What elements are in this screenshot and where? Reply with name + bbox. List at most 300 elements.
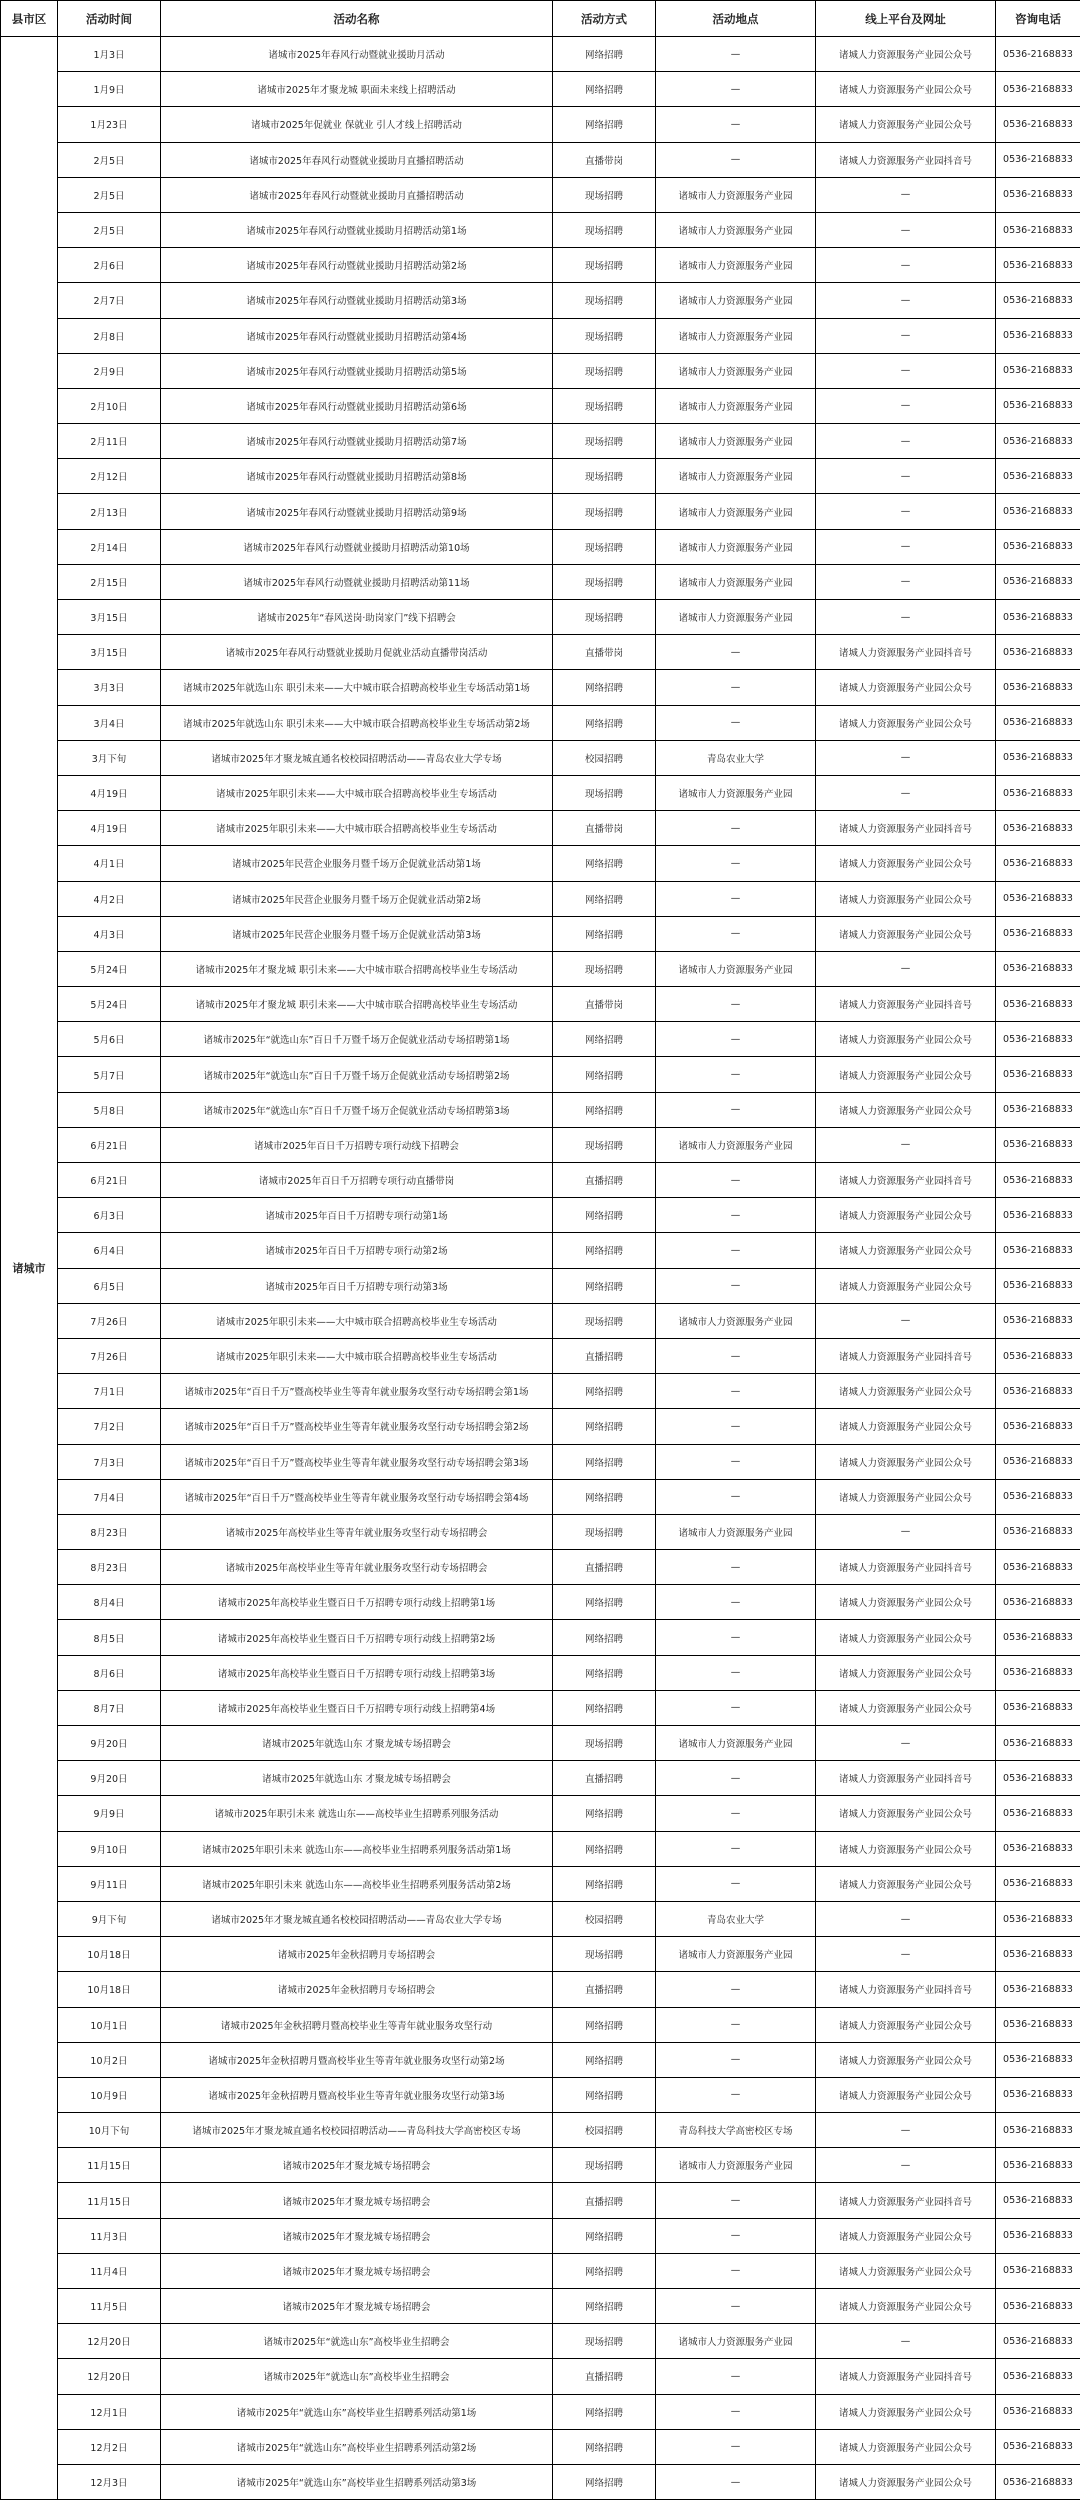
table-row bbox=[1, 1796, 1080, 1831]
cell-time: 3月4日 bbox=[58, 705, 161, 740]
table-row bbox=[1, 705, 1080, 740]
cell-platform: 诸城人力资源服务产业园公众号 bbox=[816, 2289, 996, 2324]
table-row bbox=[1, 1972, 1080, 2007]
table-row bbox=[1, 600, 1080, 635]
cell-method: 网络招聘 bbox=[553, 1092, 656, 1127]
cell-name: 诸城市2025年“就选山东”高校毕业生招聘系列活动第1场 bbox=[161, 2394, 553, 2429]
table-row bbox=[1, 670, 1080, 705]
cell-name: 诸城市2025年才聚龙城直通名校校园招聘活动——青岛农业大学专场 bbox=[161, 740, 553, 775]
cell-phone: 0536-2168833 bbox=[996, 564, 1080, 599]
table-row bbox=[1, 740, 1080, 775]
table-row bbox=[1, 2324, 1080, 2359]
cell-location: 诸城市人力资源服务产业园 bbox=[656, 600, 816, 635]
cell-phone: 0536-2168833 bbox=[996, 2359, 1080, 2394]
cell-method: 现场招聘 bbox=[553, 459, 656, 494]
table-row bbox=[1, 846, 1080, 881]
cell-time: 12月3日 bbox=[58, 2464, 161, 2499]
cell-location: — bbox=[656, 2289, 816, 2324]
cell-time: 8月7日 bbox=[58, 1690, 161, 1725]
cell-location: — bbox=[656, 1338, 816, 1373]
cell-platform: 诸城人力资源服务产业园公众号 bbox=[816, 1866, 996, 1901]
cell-method: 网络招聘 bbox=[553, 1409, 656, 1444]
cell-platform: — bbox=[816, 212, 996, 247]
cell-location: — bbox=[656, 987, 816, 1022]
cell-method: 直播带岗 bbox=[553, 635, 656, 670]
cell-platform: — bbox=[816, 1937, 996, 1972]
table-row bbox=[1, 107, 1080, 142]
cell-time: 3月3日 bbox=[58, 670, 161, 705]
cell-platform: — bbox=[816, 1901, 996, 1936]
cell-phone: 0536-2168833 bbox=[996, 775, 1080, 810]
cell-time: 2月13日 bbox=[58, 494, 161, 529]
table-row bbox=[1, 1303, 1080, 1338]
cell-phone: 0536-2168833 bbox=[996, 1268, 1080, 1303]
cell-platform: 诸城人力资源服务产业园公众号 bbox=[816, 2394, 996, 2429]
header-name: 活动名称 bbox=[161, 1, 553, 37]
cell-location: 诸城市人力资源服务产业园 bbox=[656, 283, 816, 318]
cell-location: — bbox=[656, 1409, 816, 1444]
table-row bbox=[1, 1620, 1080, 1655]
cell-location: — bbox=[656, 107, 816, 142]
cell-platform: 诸城人力资源服务产业园公众号 bbox=[816, 670, 996, 705]
cell-location: — bbox=[656, 1233, 816, 1268]
cell-time: 11月5日 bbox=[58, 2289, 161, 2324]
table-row bbox=[1, 529, 1080, 564]
cell-location: — bbox=[656, 2464, 816, 2499]
cell-name: 诸城市2025年高校毕业生暨百日千万招聘专项行动线上招聘第3场 bbox=[161, 1655, 553, 1690]
cell-name: 诸城市2025年“春风送岗·助岗家门”线下招聘会 bbox=[161, 600, 553, 635]
cell-time: 8月23日 bbox=[58, 1550, 161, 1585]
cell-method: 现场招聘 bbox=[553, 951, 656, 986]
cell-platform: — bbox=[816, 248, 996, 283]
cell-method: 现场招聘 bbox=[553, 2324, 656, 2359]
cell-method: 网络招聘 bbox=[553, 670, 656, 705]
cell-location: 诸城市人力资源服务产业园 bbox=[656, 2324, 816, 2359]
cell-location: 诸城市人力资源服务产业园 bbox=[656, 318, 816, 353]
table-row bbox=[1, 2183, 1080, 2218]
cell-location: — bbox=[656, 1690, 816, 1725]
cell-time: 2月15日 bbox=[58, 564, 161, 599]
cell-time: 2月14日 bbox=[58, 529, 161, 564]
cell-phone: 0536-2168833 bbox=[996, 1092, 1080, 1127]
cell-platform: — bbox=[816, 529, 996, 564]
cell-location: — bbox=[656, 2218, 816, 2253]
cell-location: 诸城市人力资源服务产业园 bbox=[656, 1303, 816, 1338]
cell-method: 直播带岗 bbox=[553, 142, 656, 177]
cell-time: 4月1日 bbox=[58, 846, 161, 881]
cell-name: 诸城市2025年高校毕业生暨百日千万招聘专项行动线上招聘第2场 bbox=[161, 1620, 553, 1655]
cell-method: 现场招聘 bbox=[553, 775, 656, 810]
cell-time: 5月24日 bbox=[58, 987, 161, 1022]
cell-time: 4月3日 bbox=[58, 916, 161, 951]
cell-method: 直播带岗 bbox=[553, 987, 656, 1022]
cell-phone: 0536-2168833 bbox=[996, 2394, 1080, 2429]
cell-platform: 诸城人力资源服务产业园公众号 bbox=[816, 2464, 996, 2499]
table-row bbox=[1, 72, 1080, 107]
cell-method: 网络招聘 bbox=[553, 2289, 656, 2324]
cell-location: 诸城市人力资源服务产业园 bbox=[656, 494, 816, 529]
cell-location: — bbox=[656, 1831, 816, 1866]
cell-name: 诸城市2025年民营企业服务月暨千场万企促就业活动第3场 bbox=[161, 916, 553, 951]
cell-location: 青岛农业大学 bbox=[656, 1901, 816, 1936]
cell-platform: 诸城人力资源服务产业园抖音号 bbox=[816, 2183, 996, 2218]
cell-platform: — bbox=[816, 600, 996, 635]
table-row bbox=[1, 248, 1080, 283]
cell-platform: 诸城人力资源服务产业园公众号 bbox=[816, 37, 996, 72]
cell-method: 网络招聘 bbox=[553, 2218, 656, 2253]
cell-location: — bbox=[656, 1268, 816, 1303]
cell-time: 10月18日 bbox=[58, 1972, 161, 2007]
cell-phone: 0536-2168833 bbox=[996, 2113, 1080, 2148]
cell-method: 现场招聘 bbox=[553, 283, 656, 318]
cell-time: 10月1日 bbox=[58, 2007, 161, 2042]
cell-platform: — bbox=[816, 775, 996, 810]
cell-method: 网络招聘 bbox=[553, 2042, 656, 2077]
cell-location: — bbox=[656, 2077, 816, 2112]
cell-platform: — bbox=[816, 951, 996, 986]
cell-platform: — bbox=[816, 740, 996, 775]
cell-phone: 0536-2168833 bbox=[996, 1338, 1080, 1373]
cell-platform: 诸城人力资源服务产业园抖音号 bbox=[816, 987, 996, 1022]
cell-name: 诸城市2025年春风行动暨就业援助月招聘活动第6场 bbox=[161, 388, 553, 423]
cell-phone: 0536-2168833 bbox=[996, 2289, 1080, 2324]
cell-phone: 0536-2168833 bbox=[996, 424, 1080, 459]
cell-method: 校园招聘 bbox=[553, 2113, 656, 2148]
table-row bbox=[1, 635, 1080, 670]
cell-phone: 0536-2168833 bbox=[996, 2218, 1080, 2253]
cell-phone: 0536-2168833 bbox=[996, 635, 1080, 670]
cell-time: 12月1日 bbox=[58, 2394, 161, 2429]
cell-time: 8月4日 bbox=[58, 1585, 161, 1620]
cell-platform: — bbox=[816, 459, 996, 494]
cell-location: — bbox=[656, 635, 816, 670]
cell-time: 9月11日 bbox=[58, 1866, 161, 1901]
cell-name: 诸城市2025年百日千万招聘专项行动第1场 bbox=[161, 1198, 553, 1233]
cell-method: 网络招聘 bbox=[553, 1022, 656, 1057]
cell-time: 5月7日 bbox=[58, 1057, 161, 1092]
cell-method: 直播招聘 bbox=[553, 1163, 656, 1198]
cell-time: 5月8日 bbox=[58, 1092, 161, 1127]
cell-method: 现场招聘 bbox=[553, 1726, 656, 1761]
table-row bbox=[1, 1901, 1080, 1936]
cell-name: 诸城市2025年百日千万招聘专项行动第3场 bbox=[161, 1268, 553, 1303]
cell-method: 直播招聘 bbox=[553, 1972, 656, 2007]
cell-method: 现场招聘 bbox=[553, 1127, 656, 1162]
cell-name: 诸城市2025年职引未来——大中城市联合招聘高校毕业生专场活动 bbox=[161, 1338, 553, 1373]
cell-phone: 0536-2168833 bbox=[996, 388, 1080, 423]
cell-name: 诸城市2025年就选山东 才聚龙城专场招聘会 bbox=[161, 1726, 553, 1761]
cell-time: 7月1日 bbox=[58, 1374, 161, 1409]
cell-name: 诸城市2025年职引未来——大中城市联合招聘高校毕业生专场活动 bbox=[161, 811, 553, 846]
cell-phone: 0536-2168833 bbox=[996, 987, 1080, 1022]
table-row bbox=[1, 1866, 1080, 1901]
cell-name: 诸城市2025年“就选山东”高校毕业生招聘会 bbox=[161, 2324, 553, 2359]
cell-platform: — bbox=[816, 564, 996, 599]
cell-phone: 0536-2168833 bbox=[996, 2429, 1080, 2464]
cell-method: 现场招聘 bbox=[553, 564, 656, 599]
cell-phone: 0536-2168833 bbox=[996, 2077, 1080, 2112]
cell-location: — bbox=[656, 2253, 816, 2288]
cell-platform: 诸城人力资源服务产业园公众号 bbox=[816, 1057, 996, 1092]
cell-name: 诸城市2025年“百日千万”暨高校毕业生等青年就业服务攻坚行动专场招聘会第3场 bbox=[161, 1444, 553, 1479]
cell-method: 现场招聘 bbox=[553, 212, 656, 247]
table-row bbox=[1, 1550, 1080, 1585]
cell-platform: 诸城人力资源服务产业园公众号 bbox=[816, 1479, 996, 1514]
cell-time: 12月2日 bbox=[58, 2429, 161, 2464]
table-row bbox=[1, 1163, 1080, 1198]
cell-platform: 诸城人力资源服务产业园公众号 bbox=[816, 1198, 996, 1233]
cell-name: 诸城市2025年“就选山东”高校毕业生招聘系列活动第3场 bbox=[161, 2464, 553, 2499]
cell-name: 诸城市2025年才聚龙城专场招聘会 bbox=[161, 2148, 553, 2183]
cell-platform: 诸城人力资源服务产业园抖音号 bbox=[816, 2359, 996, 2394]
cell-phone: 0536-2168833 bbox=[996, 1937, 1080, 1972]
cell-time: 2月10日 bbox=[58, 388, 161, 423]
table-row bbox=[1, 177, 1080, 212]
cell-time: 3月15日 bbox=[58, 600, 161, 635]
cell-method: 现场招聘 bbox=[553, 494, 656, 529]
cell-time: 1月3日 bbox=[58, 37, 161, 72]
table-row bbox=[1, 2113, 1080, 2148]
cell-name: 诸城市2025年职引未来 就选山东——高校毕业生招聘系列服务活动第1场 bbox=[161, 1831, 553, 1866]
header-location: 活动地点 bbox=[656, 1, 816, 37]
cell-location: 诸城市人力资源服务产业园 bbox=[656, 1726, 816, 1761]
cell-location: — bbox=[656, 1092, 816, 1127]
cell-name: 诸城市2025年才聚龙城专场招聘会 bbox=[161, 2289, 553, 2324]
cell-phone: 0536-2168833 bbox=[996, 2042, 1080, 2077]
table-row bbox=[1, 1057, 1080, 1092]
cell-phone: 0536-2168833 bbox=[996, 1972, 1080, 2007]
cell-location: — bbox=[656, 1620, 816, 1655]
cell-time: 5月6日 bbox=[58, 1022, 161, 1057]
cell-location: 诸城市人力资源服务产业园 bbox=[656, 353, 816, 388]
cell-platform: 诸城人力资源服务产业园公众号 bbox=[816, 705, 996, 740]
cell-phone: 0536-2168833 bbox=[996, 1655, 1080, 1690]
table-row bbox=[1, 37, 1080, 72]
cell-location: 诸城市人力资源服务产业园 bbox=[656, 775, 816, 810]
cell-time: 6月21日 bbox=[58, 1163, 161, 1198]
cell-location: 诸城市人力资源服务产业园 bbox=[656, 564, 816, 599]
cell-phone: 0536-2168833 bbox=[996, 353, 1080, 388]
cell-method: 网络招聘 bbox=[553, 1796, 656, 1831]
table-row bbox=[1, 987, 1080, 1022]
cell-location: 诸城市人力资源服务产业园 bbox=[656, 212, 816, 247]
cell-location: — bbox=[656, 1550, 816, 1585]
cell-time: 2月7日 bbox=[58, 283, 161, 318]
cell-time: 4月19日 bbox=[58, 775, 161, 810]
cell-location: — bbox=[656, 2183, 816, 2218]
cell-time: 8月6日 bbox=[58, 1655, 161, 1690]
cell-time: 2月11日 bbox=[58, 424, 161, 459]
cell-platform: 诸城人力资源服务产业园抖音号 bbox=[816, 142, 996, 177]
cell-phone: 0536-2168833 bbox=[996, 1796, 1080, 1831]
cell-time: 7月26日 bbox=[58, 1303, 161, 1338]
cell-name: 诸城市2025年春风行动暨就业援助月招聘活动第4场 bbox=[161, 318, 553, 353]
cell-time: 11月15日 bbox=[58, 2148, 161, 2183]
table-row bbox=[1, 1937, 1080, 1972]
cell-location: 诸城市人力资源服务产业园 bbox=[656, 1127, 816, 1162]
cell-method: 现场招聘 bbox=[553, 2148, 656, 2183]
cell-method: 现场招聘 bbox=[553, 318, 656, 353]
cell-location: — bbox=[656, 1479, 816, 1514]
cell-name: 诸城市2025年春风行动暨就业援助月招聘活动第7场 bbox=[161, 424, 553, 459]
cell-location: — bbox=[656, 72, 816, 107]
cell-method: 直播带岗 bbox=[553, 811, 656, 846]
cell-location: — bbox=[656, 1444, 816, 1479]
cell-name: 诸城市2025年才聚龙城 职引未来——大中城市联合招聘高校毕业生专场活动 bbox=[161, 987, 553, 1022]
cell-name: 诸城市2025年才聚龙城专场招聘会 bbox=[161, 2218, 553, 2253]
cell-method: 现场招聘 bbox=[553, 177, 656, 212]
cell-location: 诸城市人力资源服务产业园 bbox=[656, 529, 816, 564]
cell-phone: 0536-2168833 bbox=[996, 2253, 1080, 2288]
cell-time: 7月3日 bbox=[58, 1444, 161, 1479]
cell-location: — bbox=[656, 811, 816, 846]
cell-phone: 0536-2168833 bbox=[996, 248, 1080, 283]
cell-name: 诸城市2025年“就选山东”高校毕业生招聘系列活动第2场 bbox=[161, 2429, 553, 2464]
table-row bbox=[1, 2359, 1080, 2394]
cell-name: 诸城市2025年春风行动暨就业援助月促就业活动直播带岗活动 bbox=[161, 635, 553, 670]
cell-method: 直播招聘 bbox=[553, 1550, 656, 1585]
table-row bbox=[1, 881, 1080, 916]
cell-location: 诸城市人力资源服务产业园 bbox=[656, 951, 816, 986]
cell-phone: 0536-2168833 bbox=[996, 2324, 1080, 2359]
cell-time: 9月9日 bbox=[58, 1796, 161, 1831]
cell-location: — bbox=[656, 1198, 816, 1233]
cell-method: 直播招聘 bbox=[553, 2183, 656, 2218]
cell-time: 9月20日 bbox=[58, 1761, 161, 1796]
cell-location: — bbox=[656, 1866, 816, 1901]
cell-name: 诸城市2025年春风行动暨就业援助月招聘活动第11场 bbox=[161, 564, 553, 599]
cell-method: 现场招聘 bbox=[553, 1937, 656, 1972]
cell-phone: 0536-2168833 bbox=[996, 811, 1080, 846]
cell-platform: — bbox=[816, 1303, 996, 1338]
cell-name: 诸城市2025年金秋招聘月暨高校毕业生等青年就业服务攻坚行动第2场 bbox=[161, 2042, 553, 2077]
cell-time: 8月5日 bbox=[58, 1620, 161, 1655]
cell-platform: 诸城人力资源服务产业园公众号 bbox=[816, 846, 996, 881]
cell-phone: 0536-2168833 bbox=[996, 2183, 1080, 2218]
cell-name: 诸城市2025年职引未来 就选山东——高校毕业生招聘系列服务活动第2场 bbox=[161, 1866, 553, 1901]
table-row bbox=[1, 1092, 1080, 1127]
cell-time: 9月20日 bbox=[58, 1726, 161, 1761]
cell-platform: — bbox=[816, 2324, 996, 2359]
cell-time: 10月9日 bbox=[58, 2077, 161, 2112]
table-row bbox=[1, 142, 1080, 177]
table-row bbox=[1, 283, 1080, 318]
cell-method: 直播招聘 bbox=[553, 1761, 656, 1796]
cell-name: 诸城市2025年春风行动暨就业援助月招聘活动第2场 bbox=[161, 248, 553, 283]
cell-time: 2月5日 bbox=[58, 212, 161, 247]
cell-name: 诸城市2025年民营企业服务月暨千场万企促就业活动第1场 bbox=[161, 846, 553, 881]
cell-location: — bbox=[656, 1796, 816, 1831]
cell-name: 诸城市2025年就选山东 职引未来——大中城市联合招聘高校毕业生专场活动第2场 bbox=[161, 705, 553, 740]
cell-name: 诸城市2025年百日千万招聘专项行动直播带岗 bbox=[161, 1163, 553, 1198]
table-row bbox=[1, 212, 1080, 247]
cell-platform: 诸城人力资源服务产业园公众号 bbox=[816, 2077, 996, 2112]
cell-location: — bbox=[656, 2007, 816, 2042]
cell-name: 诸城市2025年百日千万招聘专项行动第2场 bbox=[161, 1233, 553, 1268]
table-row bbox=[1, 2289, 1080, 2324]
cell-method: 网络招聘 bbox=[553, 1479, 656, 1514]
table-row bbox=[1, 353, 1080, 388]
cell-phone: 0536-2168833 bbox=[996, 1831, 1080, 1866]
cell-platform: 诸城人力资源服务产业园公众号 bbox=[816, 1585, 996, 1620]
cell-platform: 诸城人力资源服务产业园抖音号 bbox=[816, 1972, 996, 2007]
table-row bbox=[1, 1726, 1080, 1761]
table-row bbox=[1, 2429, 1080, 2464]
cell-method: 网络招聘 bbox=[553, 1655, 656, 1690]
cell-phone: 0536-2168833 bbox=[996, 2464, 1080, 2499]
table-row bbox=[1, 1479, 1080, 1514]
table-row bbox=[1, 1585, 1080, 1620]
cell-phone: 0536-2168833 bbox=[996, 2007, 1080, 2042]
cell-phone: 0536-2168833 bbox=[996, 1198, 1080, 1233]
cell-location: — bbox=[656, 1022, 816, 1057]
cell-method: 网络招聘 bbox=[553, 37, 656, 72]
cell-name: 诸城市2025年“百日千万”暨高校毕业生等青年就业服务攻坚行动专场招聘会第1场 bbox=[161, 1374, 553, 1409]
cell-method: 网络招聘 bbox=[553, 1690, 656, 1725]
table-row bbox=[1, 2007, 1080, 2042]
cell-platform: — bbox=[816, 2148, 996, 2183]
cell-phone: 0536-2168833 bbox=[996, 1057, 1080, 1092]
cell-time: 12月20日 bbox=[58, 2359, 161, 2394]
cell-location: 诸城市人力资源服务产业园 bbox=[656, 2148, 816, 2183]
cell-method: 网络招聘 bbox=[553, 916, 656, 951]
cell-phone: 0536-2168833 bbox=[996, 881, 1080, 916]
cell-platform: — bbox=[816, 177, 996, 212]
table-row bbox=[1, 424, 1080, 459]
table-row bbox=[1, 1655, 1080, 1690]
cell-time: 4月2日 bbox=[58, 881, 161, 916]
table-row bbox=[1, 459, 1080, 494]
cell-platform: 诸城人力资源服务产业园公众号 bbox=[816, 107, 996, 142]
cell-phone: 0536-2168833 bbox=[996, 1022, 1080, 1057]
cell-method: 直播招聘 bbox=[553, 2359, 656, 2394]
table-body bbox=[1, 37, 1080, 2500]
cell-location: 青岛农业大学 bbox=[656, 740, 816, 775]
cell-name: 诸城市2025年“百日千万”暨高校毕业生等青年就业服务攻坚行动专场招聘会第2场 bbox=[161, 1409, 553, 1444]
cell-phone: 0536-2168833 bbox=[996, 600, 1080, 635]
cell-name: 诸城市2025年职引未来——大中城市联合招聘高校毕业生专场活动 bbox=[161, 775, 553, 810]
cell-phone: 0536-2168833 bbox=[996, 1409, 1080, 1444]
cell-platform: 诸城人力资源服务产业园公众号 bbox=[816, 1092, 996, 1127]
cell-platform: 诸城人力资源服务产业园公众号 bbox=[816, 2429, 996, 2464]
cell-method: 现场招聘 bbox=[553, 353, 656, 388]
cell-location: — bbox=[656, 916, 816, 951]
cell-time: 2月5日 bbox=[58, 142, 161, 177]
cell-method: 现场招聘 bbox=[553, 1514, 656, 1549]
cell-name: 诸城市2025年高校毕业生等青年就业服务攻坚行动专场招聘会 bbox=[161, 1514, 553, 1549]
cell-location: 诸城市人力资源服务产业园 bbox=[656, 1937, 816, 1972]
cell-phone: 0536-2168833 bbox=[996, 494, 1080, 529]
cell-phone: 0536-2168833 bbox=[996, 1726, 1080, 1761]
cell-method: 现场招聘 bbox=[553, 248, 656, 283]
table-row bbox=[1, 916, 1080, 951]
cell-phone: 0536-2168833 bbox=[996, 951, 1080, 986]
cell-name: 诸城市2025年“就选山东”高校毕业生招聘会 bbox=[161, 2359, 553, 2394]
cell-phone: 0536-2168833 bbox=[996, 1761, 1080, 1796]
cell-phone: 0536-2168833 bbox=[996, 670, 1080, 705]
cell-platform: 诸城人力资源服务产业园抖音号 bbox=[816, 1761, 996, 1796]
cell-name: 诸城市2025年金秋招聘月专场招聘会 bbox=[161, 1937, 553, 1972]
cell-time: 3月15日 bbox=[58, 635, 161, 670]
cell-location: 诸城市人力资源服务产业园 bbox=[656, 459, 816, 494]
cell-name: 诸城市2025年职引未来 就选山东——高校毕业生招聘系列服务活动 bbox=[161, 1796, 553, 1831]
table-row bbox=[1, 2394, 1080, 2429]
cell-name: 诸城市2025年春风行动暨就业援助月直播招聘活动 bbox=[161, 142, 553, 177]
cell-phone: 0536-2168833 bbox=[996, 1233, 1080, 1268]
cell-name: 诸城市2025年高校毕业生等青年就业服务攻坚行动专场招聘会 bbox=[161, 1550, 553, 1585]
table-row bbox=[1, 2464, 1080, 2499]
cell-phone: 0536-2168833 bbox=[996, 1514, 1080, 1549]
